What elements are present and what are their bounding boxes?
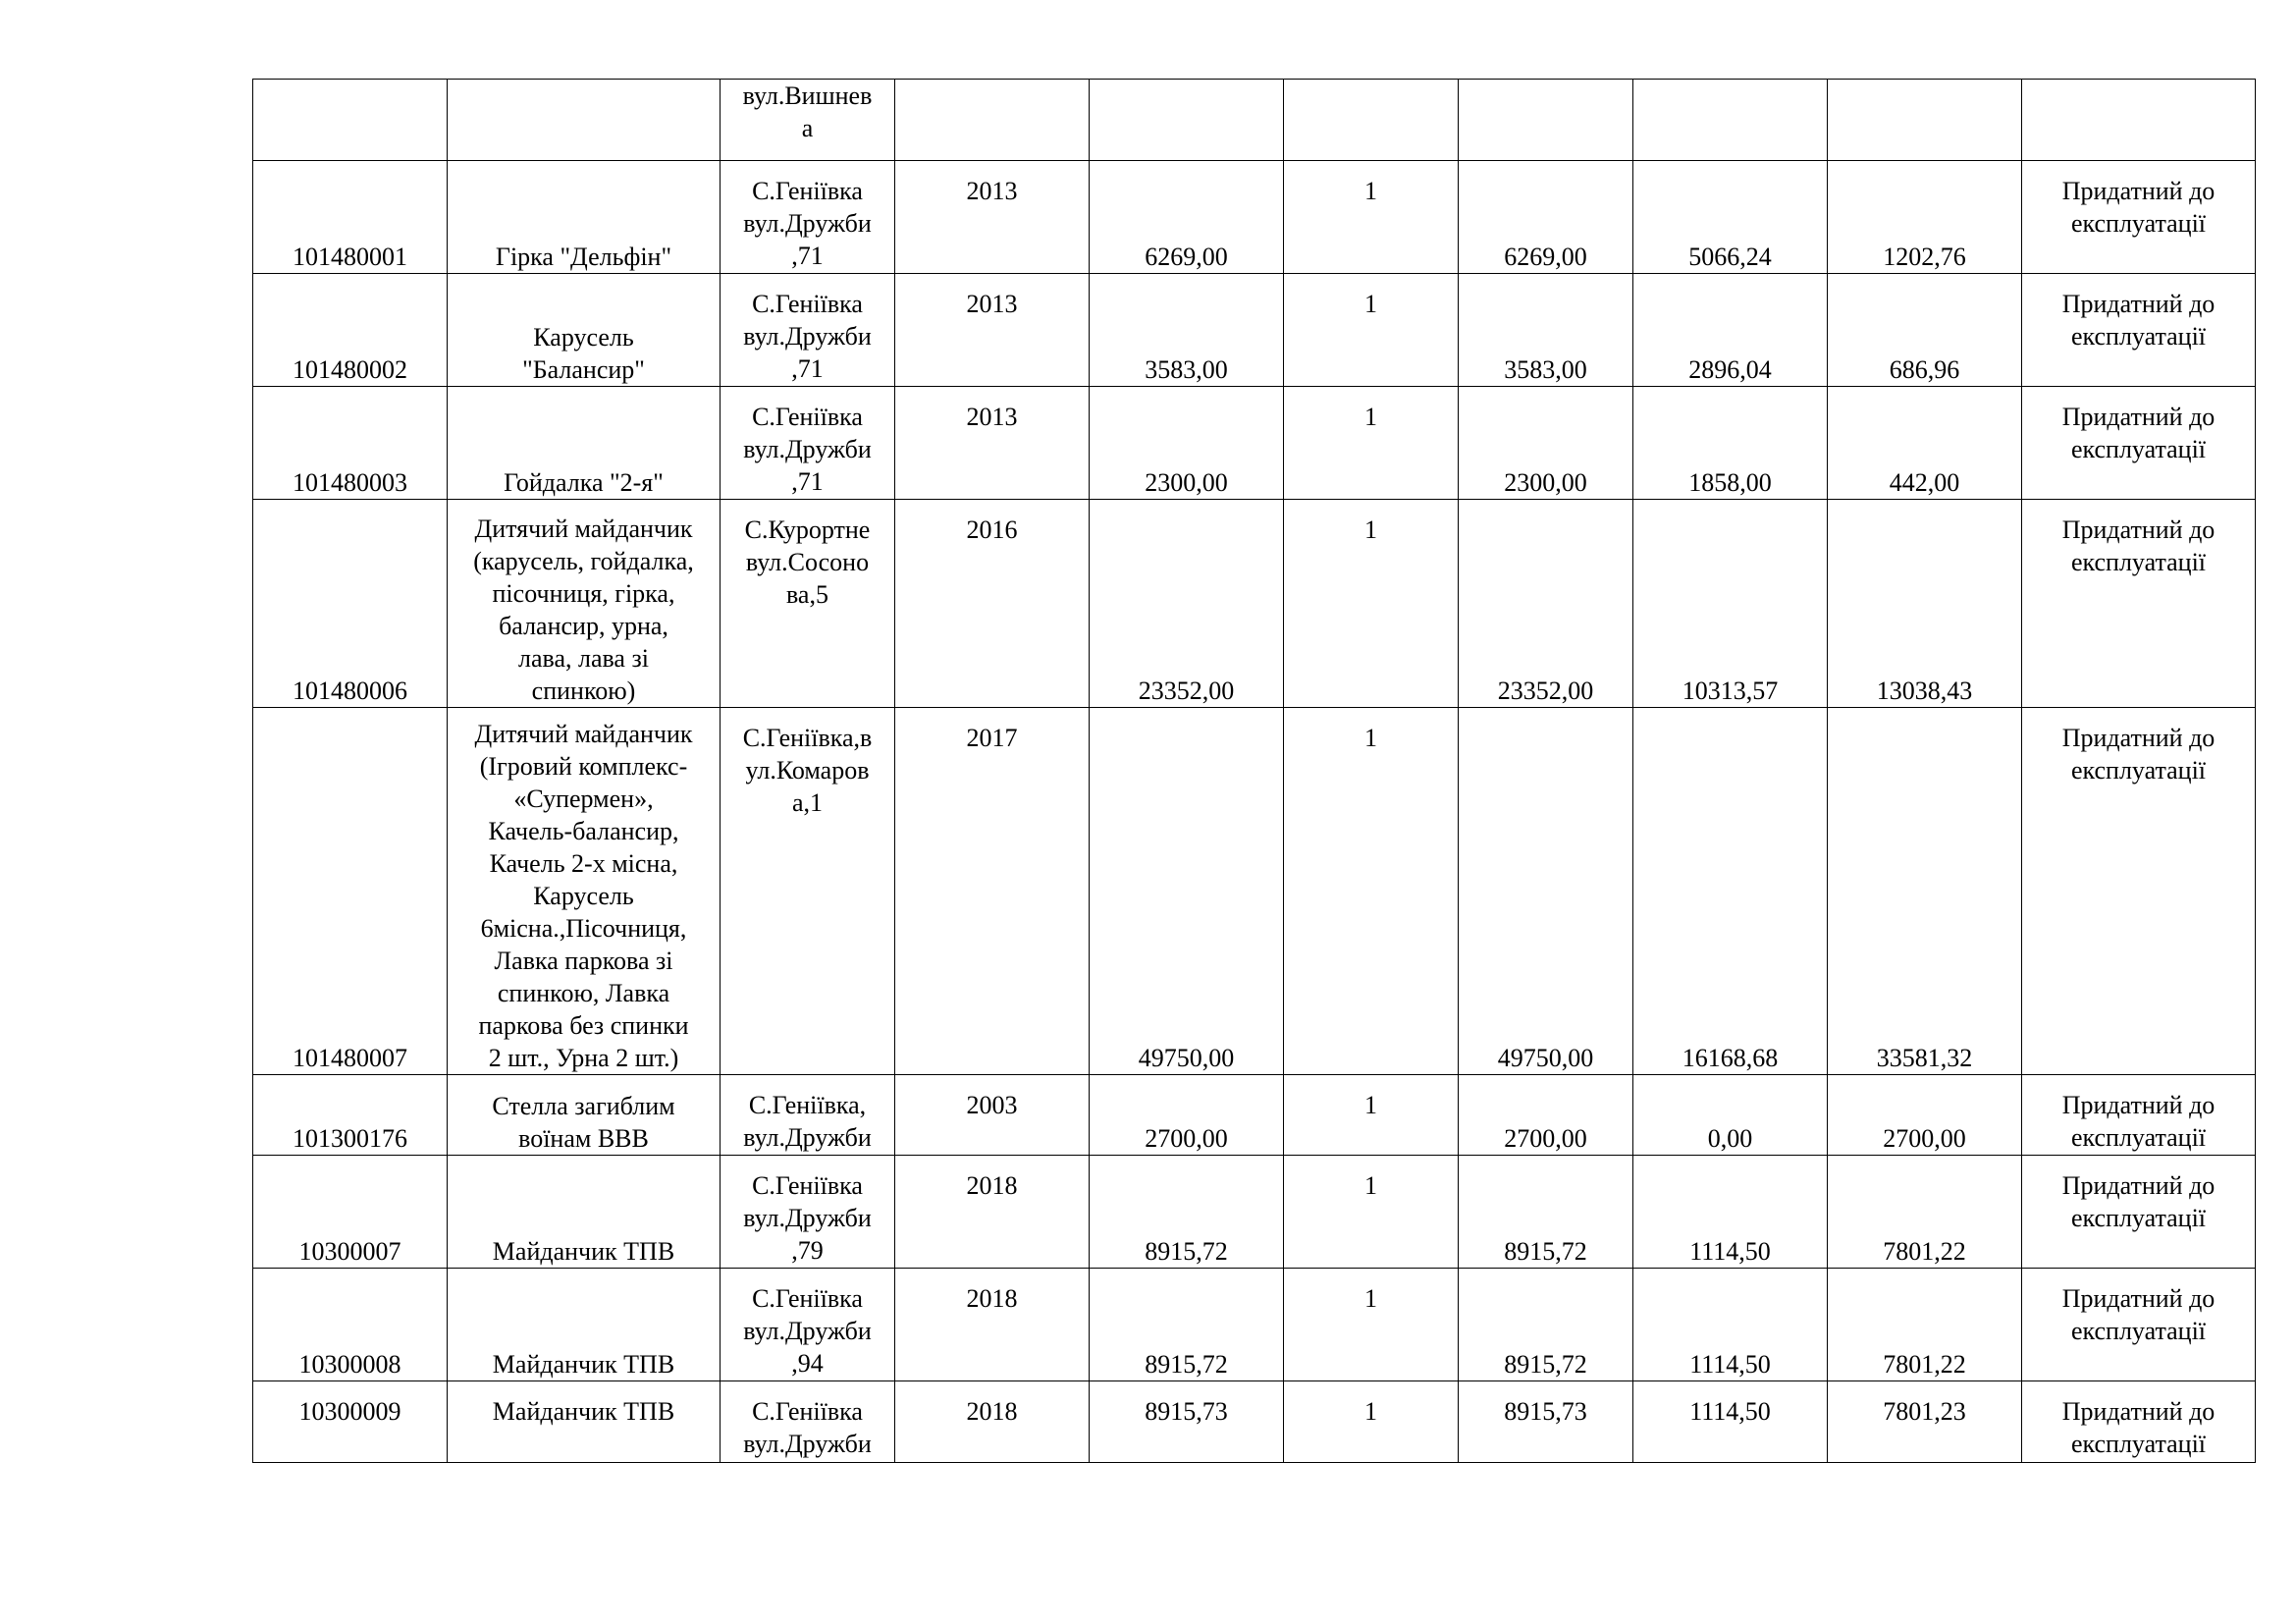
book-value-cell: 2700,00 xyxy=(1459,1075,1633,1156)
address-cell: С.Геніївка вул.Дружби ,71 xyxy=(721,161,895,274)
depreciation-cell: 1114,50 xyxy=(1633,1381,1828,1463)
address-cell: С.Геніївка, вул.Дружби xyxy=(721,1075,895,1156)
inventory-number-cell: 10300008 xyxy=(253,1269,448,1381)
address-cell: С.Курортне вул.Сосоно ва,5 xyxy=(721,500,895,708)
depreciation-cell: 1114,50 xyxy=(1633,1269,1828,1381)
residual-value-cell: 1202,76 xyxy=(1828,161,2022,274)
year-cell: 2018 xyxy=(895,1156,1090,1269)
object-name-cell: Дитячий майданчик (Ігровий комплекс- «Супермен», Качель-балансир, Качель 2-х місна, Карусель 6місна.,Пісочниця, Лавка паркова зі спинкою, Лавка паркова без спинки 2 шт., Урна 2 шт.) xyxy=(448,708,721,1075)
year-cell: 2013 xyxy=(895,161,1090,274)
table-row xyxy=(253,1075,2256,1156)
residual-value-cell: 442,00 xyxy=(1828,387,2022,500)
condition-cell: Придатний до експлуатації xyxy=(2022,708,2256,1075)
table-row xyxy=(253,1381,2256,1463)
condition-cell: Придатний до експлуатації xyxy=(2022,274,2256,387)
book-value-cell: 8915,72 xyxy=(1459,1269,1633,1381)
quantity-cell: 1 xyxy=(1284,708,1459,1075)
depreciation-cell: 10313,57 xyxy=(1633,500,1828,708)
object-name-cell: Стелла загиблим воїнам ВВВ xyxy=(448,1075,721,1156)
residual-value-cell xyxy=(1828,80,2022,161)
quantity-cell: 1 xyxy=(1284,1381,1459,1463)
inventory-number-cell: 101480006 xyxy=(253,500,448,708)
quantity-cell: 1 xyxy=(1284,1269,1459,1381)
book-value-cell: 8915,72 xyxy=(1459,1156,1633,1269)
book-value-cell: 6269,00 xyxy=(1459,161,1633,274)
condition-cell: Придатний до експлуатації xyxy=(2022,1381,2256,1463)
object-name-cell: Гірка "Дельфін" xyxy=(448,161,721,274)
quantity-cell: 1 xyxy=(1284,1075,1459,1156)
inventory-number-cell: 10300007 xyxy=(253,1156,448,1269)
inventory-number-cell xyxy=(253,80,448,161)
address-cell: С.Геніївка вул.Дружби xyxy=(721,1381,895,1463)
address-cell: вул.Вишнев а xyxy=(721,80,895,161)
initial-cost-cell: 3583,00 xyxy=(1090,274,1284,387)
quantity-cell: 1 xyxy=(1284,387,1459,500)
depreciation-cell xyxy=(1633,80,1828,161)
condition-cell: Придатний до експлуатації xyxy=(2022,1156,2256,1269)
object-name-cell: Гойдалка "2-я" xyxy=(448,387,721,500)
address-cell: С.Геніївка вул.Дружби ,79 xyxy=(721,1156,895,1269)
inventory-number-cell: 101480002 xyxy=(253,274,448,387)
year-cell xyxy=(895,80,1090,161)
object-name-cell: Карусель "Балансир" xyxy=(448,274,721,387)
residual-value-cell: 7801,22 xyxy=(1828,1156,2022,1269)
table-row xyxy=(253,1269,2256,1381)
initial-cost-cell: 2700,00 xyxy=(1090,1075,1284,1156)
residual-value-cell: 7801,22 xyxy=(1828,1269,2022,1381)
quantity-cell: 1 xyxy=(1284,500,1459,708)
depreciation-cell: 2896,04 xyxy=(1633,274,1828,387)
table-row xyxy=(253,708,2256,1075)
year-cell: 2013 xyxy=(895,387,1090,500)
address-cell: С.Геніївка,в ул.Комаров а,1 xyxy=(721,708,895,1075)
inventory-number-cell: 10300009 xyxy=(253,1381,448,1463)
object-name-cell xyxy=(448,80,721,161)
initial-cost-cell: 8915,72 xyxy=(1090,1156,1284,1269)
table-row xyxy=(253,274,2256,387)
depreciation-cell: 16168,68 xyxy=(1633,708,1828,1075)
book-value-cell: 3583,00 xyxy=(1459,274,1633,387)
quantity-cell: 1 xyxy=(1284,161,1459,274)
initial-cost-cell: 23352,00 xyxy=(1090,500,1284,708)
residual-value-cell: 2700,00 xyxy=(1828,1075,2022,1156)
year-cell: 2018 xyxy=(895,1269,1090,1381)
depreciation-cell: 1858,00 xyxy=(1633,387,1828,500)
condition-cell: Придатний до експлуатації xyxy=(2022,1269,2256,1381)
condition-cell xyxy=(2022,80,2256,161)
inventory-number-cell: 101480007 xyxy=(253,708,448,1075)
quantity-cell xyxy=(1284,80,1459,161)
table-row xyxy=(253,387,2256,500)
condition-cell: Придатний до експлуатації xyxy=(2022,500,2256,708)
object-name-cell: Майданчик ТПВ xyxy=(448,1156,721,1269)
year-cell: 2003 xyxy=(895,1075,1090,1156)
depreciation-cell: 5066,24 xyxy=(1633,161,1828,274)
initial-cost-cell: 8915,73 xyxy=(1090,1381,1284,1463)
initial-cost-cell: 2300,00 xyxy=(1090,387,1284,500)
quantity-cell: 1 xyxy=(1284,274,1459,387)
initial-cost-cell: 49750,00 xyxy=(1090,708,1284,1075)
book-value-cell: 23352,00 xyxy=(1459,500,1633,708)
book-value-cell: 49750,00 xyxy=(1459,708,1633,1075)
object-name-cell: Майданчик ТПВ xyxy=(448,1381,721,1463)
depreciation-cell: 1114,50 xyxy=(1633,1156,1828,1269)
table-row xyxy=(253,500,2256,708)
inventory-number-cell: 101300176 xyxy=(253,1075,448,1156)
book-value-cell: 8915,73 xyxy=(1459,1381,1633,1463)
inventory-number-cell: 101480001 xyxy=(253,161,448,274)
initial-cost-cell xyxy=(1090,80,1284,161)
book-value-cell xyxy=(1459,80,1633,161)
year-cell: 2017 xyxy=(895,708,1090,1075)
condition-cell: Придатний до експлуатації xyxy=(2022,1075,2256,1156)
initial-cost-cell: 8915,72 xyxy=(1090,1269,1284,1381)
residual-value-cell: 7801,23 xyxy=(1828,1381,2022,1463)
table-row xyxy=(253,1156,2256,1269)
object-name-cell: Дитячий майданчик (карусель, гойдалка, пісочниця, гірка, балансир, урна, лава, лава зі спинкою) xyxy=(448,500,721,708)
inventory-table xyxy=(252,79,2256,1463)
address-cell: С.Геніївка вул.Дружби ,71 xyxy=(721,274,895,387)
quantity-cell: 1 xyxy=(1284,1156,1459,1269)
condition-cell: Придатний до експлуатації xyxy=(2022,387,2256,500)
inventory-number-cell: 101480003 xyxy=(253,387,448,500)
table-row xyxy=(253,80,2256,161)
object-name-cell: Майданчик ТПВ xyxy=(448,1269,721,1381)
residual-value-cell: 686,96 xyxy=(1828,274,2022,387)
initial-cost-cell: 6269,00 xyxy=(1090,161,1284,274)
depreciation-cell: 0,00 xyxy=(1633,1075,1828,1156)
residual-value-cell: 13038,43 xyxy=(1828,500,2022,708)
year-cell: 2016 xyxy=(895,500,1090,708)
condition-cell: Придатний до експлуатації xyxy=(2022,161,2256,274)
address-cell: С.Геніївка вул.Дружби ,71 xyxy=(721,387,895,500)
year-cell: 2013 xyxy=(895,274,1090,387)
book-value-cell: 2300,00 xyxy=(1459,387,1633,500)
year-cell: 2018 xyxy=(895,1381,1090,1463)
table-row xyxy=(253,161,2256,274)
address-cell: С.Геніївка вул.Дружби ,94 xyxy=(721,1269,895,1381)
residual-value-cell: 33581,32 xyxy=(1828,708,2022,1075)
